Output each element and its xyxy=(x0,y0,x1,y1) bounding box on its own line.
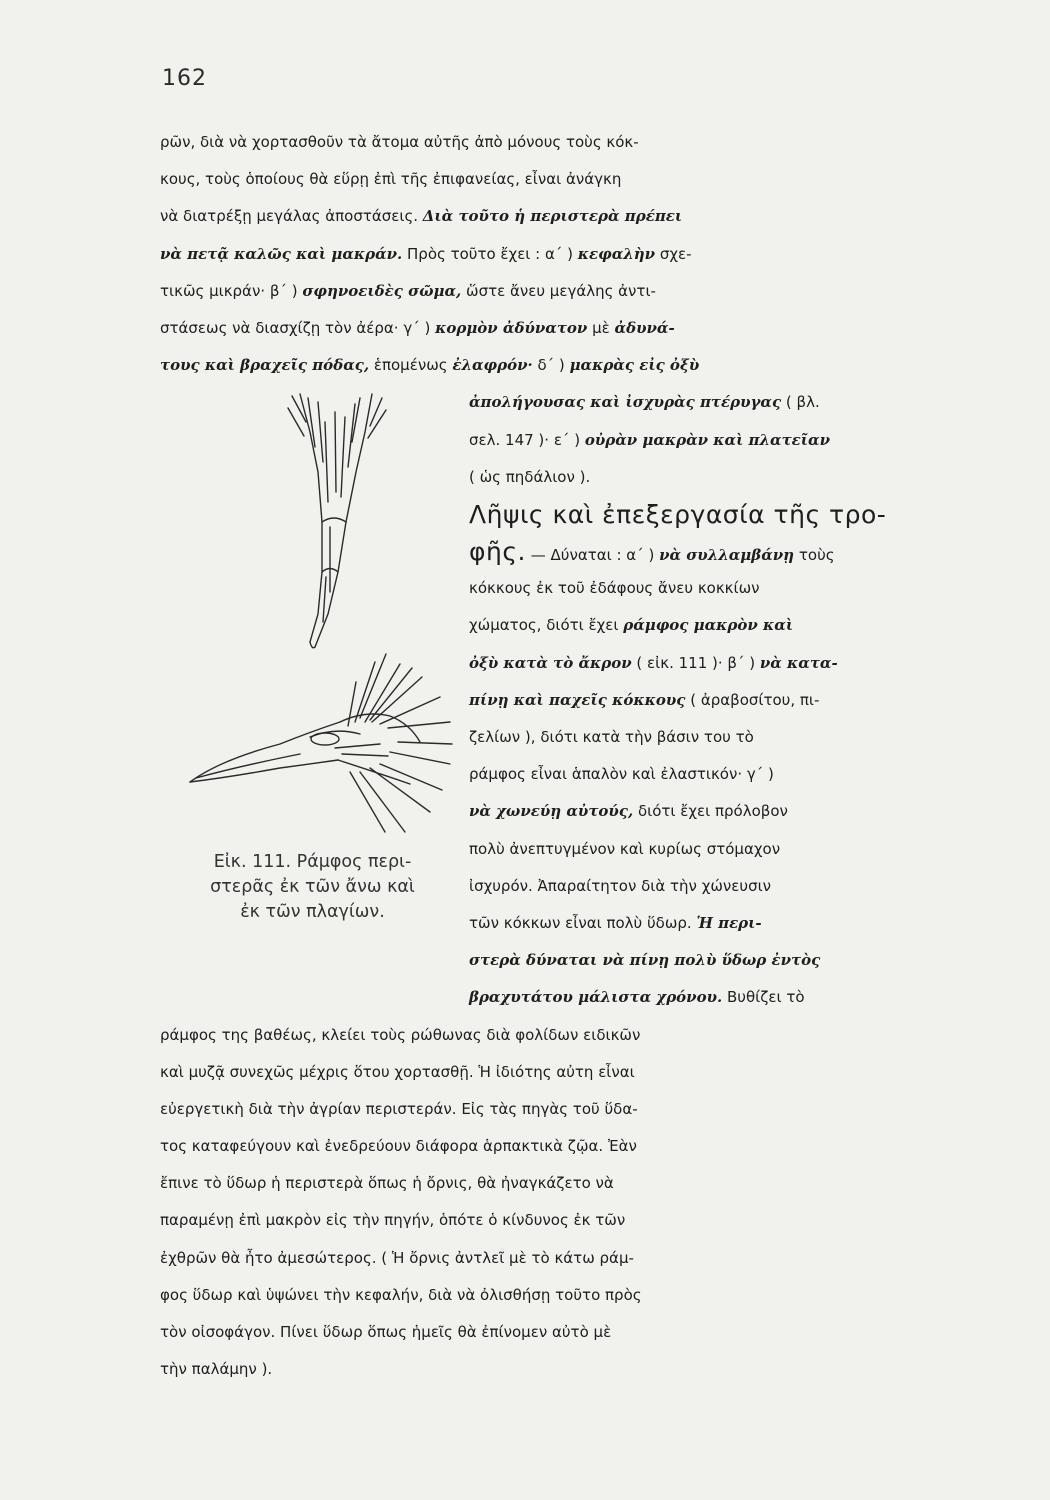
text-segment: εὐεργετικὴ διὰ τὴν ἀγρίαν περιστεράν. Εἰς τὰς πηγὰς τοῦ ὕδα- xyxy=(160,1099,638,1118)
section-heading: φῆς. xyxy=(469,537,526,567)
text-line xyxy=(469,793,1040,830)
text-segment: ράμφος της βαθέως, κλείει τοὺς ρώθωνας διὰ φολίδων ειδικῶν xyxy=(160,1025,641,1044)
text-segment: ( ὡς πηδάλιον ). xyxy=(469,467,591,486)
text-segment: ( εἰκ. 111 )· β΄ ) xyxy=(631,653,760,672)
text-segment: ζελίων ), διότι κατὰ τὴν βάσιν του τὸ xyxy=(469,728,754,746)
emphasis-text: ἐλαφρόν· xyxy=(452,356,533,375)
figure-pigeon-beak xyxy=(160,392,460,952)
emphasis-text: Διὰ τοῦτο ἡ περιστερὰ πρέπει xyxy=(422,207,683,226)
text-segment: τῶν κόκκων εἶναι πολὺ ὕδωρ. xyxy=(469,913,697,932)
text-segment: στάσεως νὰ διασχίζῃ τὸν ἀέρα· γ΄ ) xyxy=(160,318,436,337)
text-segment: χώματος, διότι ἔχει xyxy=(469,616,624,635)
text-segment: ( βλ. xyxy=(781,393,820,412)
text-line xyxy=(469,979,1040,1016)
text-line xyxy=(160,236,1040,273)
text-line xyxy=(469,570,1040,607)
text-line xyxy=(469,682,1040,719)
emphasis-text: βραχυτάτου μάλιστα χρόνου. xyxy=(469,988,723,1007)
paragraph-top xyxy=(160,124,1040,384)
beak-top-view xyxy=(288,394,386,648)
emphasis-text: ἀδυνά- xyxy=(614,318,675,337)
text-segment: τικῶς μικράν· β΄ ) xyxy=(160,281,303,300)
emphasis-text: σφηνοειδὲς σῶμα, xyxy=(302,281,462,300)
text-line xyxy=(160,1202,1040,1239)
emphasis-text: Ἡ περι- xyxy=(696,913,762,932)
text-segment: παραμένῃ ἐπὶ μακρὸν εἰς τὴν πηγήν, ὁπότε ὁ κίνδυνος ἐκ τῶν xyxy=(160,1211,626,1230)
emphasis-text: στερὰ δύναται νὰ πίνῃ πολὺ ὕδωρ ἐντὸς xyxy=(469,951,821,970)
emphasis-text: νὰ κατα- xyxy=(759,653,838,672)
page-number: 162 xyxy=(162,66,207,91)
text-segment: τὴν παλάμην ). xyxy=(160,1360,273,1379)
text-line xyxy=(160,1314,1040,1351)
text-line xyxy=(160,1351,1040,1388)
text-line xyxy=(160,347,1040,384)
emphasis-text: οὐρὰν μακρὰν καὶ πλατεῖαν xyxy=(584,430,831,449)
text-line xyxy=(160,1054,1040,1091)
text-line xyxy=(160,1017,1040,1054)
text-line xyxy=(160,124,1040,161)
text-segment: ( ἀραβοσίτου, πι- xyxy=(685,690,820,709)
caption-line: ἐκ τῶν πλαγίων. xyxy=(240,902,385,922)
text-segment: νὰ διατρέξῃ μεγάλας ἀποστάσεις. xyxy=(160,207,423,226)
emphasis-text: κεφαλὴν xyxy=(577,244,656,263)
text-line xyxy=(469,942,1040,979)
text-segment: ὥστε ἄνευ μεγάλης ἀντι- xyxy=(461,281,656,300)
text-segment: ρῶν, διὰ νὰ χορτασθοῦν τὰ ἄτομα αὐτῆς ἀπὸ μόνους τοὺς κόκ- xyxy=(160,133,639,151)
text-line xyxy=(160,310,1040,347)
text-segment: τὸν οἰσοφάγον. Πίνει ὕδωρ ὅπως ἡμεῖς θὰ ἐπίνομεν αὐτὸ μὲ xyxy=(160,1323,612,1341)
text-line xyxy=(469,868,1040,905)
text-line xyxy=(469,831,1040,868)
section-heading: Λῆψις καὶ ἐπεξεργασία τῆς τρο- xyxy=(469,499,887,529)
text-segment: διότι ἔχει πρόλοβον xyxy=(633,802,788,821)
figure-caption xyxy=(160,850,465,925)
text-line xyxy=(469,422,1040,459)
text-line xyxy=(469,496,1040,533)
emphasis-text: ράμφος μακρὸν καὶ xyxy=(623,616,794,635)
emphasis-text: νὰ συλλαμβάνῃ xyxy=(659,546,795,565)
text-line xyxy=(469,384,1040,421)
emphasis-text: ἀπολήγουσας καὶ ἰσχυρὰς πτέρυγας xyxy=(469,393,782,412)
text-segment: τοὺς xyxy=(794,546,835,565)
text-segment: ράμφος εἶναι ἁπαλὸν καὶ ἐλαστικόν· γ΄ ) xyxy=(469,765,774,784)
text-line xyxy=(469,645,1040,682)
text-segment: καὶ μυζᾷ συνεχῶς μέχρις ὅτου χορτασθῇ. Ἡ ἰδιότης αὐτη εἶναι xyxy=(160,1062,635,1081)
text-segment: σελ. 147 )· ε΄ ) xyxy=(469,430,585,449)
emphasis-text: κορμὸν ἀδύνατον xyxy=(435,318,588,337)
text-segment: ἑπομένως xyxy=(369,356,453,375)
text-segment: — Δύναται : α΄ ) xyxy=(525,546,660,565)
emphasis-text: τους καὶ βραχεῖς πόδας, xyxy=(160,356,370,375)
text-line xyxy=(160,1128,1040,1165)
text-segment: πολὺ ἀνεπτυγμένον καὶ κυρίως στόμαχον xyxy=(469,839,781,858)
beak-illustration xyxy=(160,392,460,842)
text-segment: κους, τοὺς ὁποίους θὰ εὕρῃ ἐπὶ τῆς ἐπιφανείας, εἶναι ἀνάγκη xyxy=(160,170,622,189)
text-line xyxy=(160,273,1040,310)
beak-side-view xyxy=(190,654,452,832)
text-segment: Πρὸς τοῦτο ἔχει : α΄ ) xyxy=(402,244,578,263)
text-line xyxy=(469,459,1040,496)
emphasis-text: ὀξὺ κατὰ τὸ ἄκρον xyxy=(469,653,632,672)
text-segment: ἔπινε τὸ ὕδωρ ἡ περιστερὰ ὅπως ἡ ὄρνις, θὰ ἠναγκάζετο νὰ xyxy=(160,1174,614,1193)
emphasis-text: νὰ πετᾷ καλῶς καὶ μακράν. xyxy=(160,244,403,263)
text-segment: Βυθίζει τὸ xyxy=(722,988,805,1007)
paragraph-bottom xyxy=(160,1017,1040,1389)
text-line xyxy=(469,533,1040,570)
text-line xyxy=(160,161,1040,198)
caption-line: στερᾶς ἐκ τῶν ἄνω καὶ xyxy=(210,877,415,897)
text-segment: τος καταφεύγουν καὶ ἐνεδρεύουν διάφορα ἁρπακτικὰ ζῷα. Ἐὰν xyxy=(160,1137,637,1156)
text-line xyxy=(160,1165,1040,1202)
text-segment: δ΄ ) xyxy=(532,356,570,375)
text-line xyxy=(469,905,1040,942)
text-segment: ἰσχυρόν. Ἀπαραίτητον διὰ τὴν χώνευσιν xyxy=(469,876,772,895)
text-line xyxy=(160,198,1040,235)
text-line xyxy=(160,1240,1040,1277)
emphasis-text: πίνῃ καὶ παχεῖς κόκκους xyxy=(469,690,686,709)
caption-line: Εἰκ. 111. Ράμφος περι- xyxy=(213,852,412,872)
text-segment: μὲ xyxy=(587,318,615,337)
text-segment: φος ὕδωρ καὶ ὑψώνει τὴν κεφαλήν, διὰ νὰ ὀλισθήσῃ τοῦτο πρὸς xyxy=(160,1285,642,1304)
text-segment: σχε- xyxy=(655,244,692,263)
text-line xyxy=(469,719,1040,756)
text-segment: κόκκους ἐκ τοῦ ἐδάφους ἄνευ κοκκίων xyxy=(469,579,760,598)
text-segment: ἐχθρῶν θὰ ἦτο ἀμεσώτερος. ( Ἡ ὄρνις ἀντλεῖ μὲ τὸ κάτω ράμ- xyxy=(160,1248,634,1267)
text-line xyxy=(469,607,1040,644)
text-line xyxy=(469,756,1040,793)
text-line xyxy=(160,1091,1040,1128)
emphasis-text: μακρὰς εἰς ὀξὺ xyxy=(569,356,700,375)
emphasis-text: νὰ χωνεύῃ αὐτούς, xyxy=(469,802,634,821)
text-line xyxy=(160,1277,1040,1314)
